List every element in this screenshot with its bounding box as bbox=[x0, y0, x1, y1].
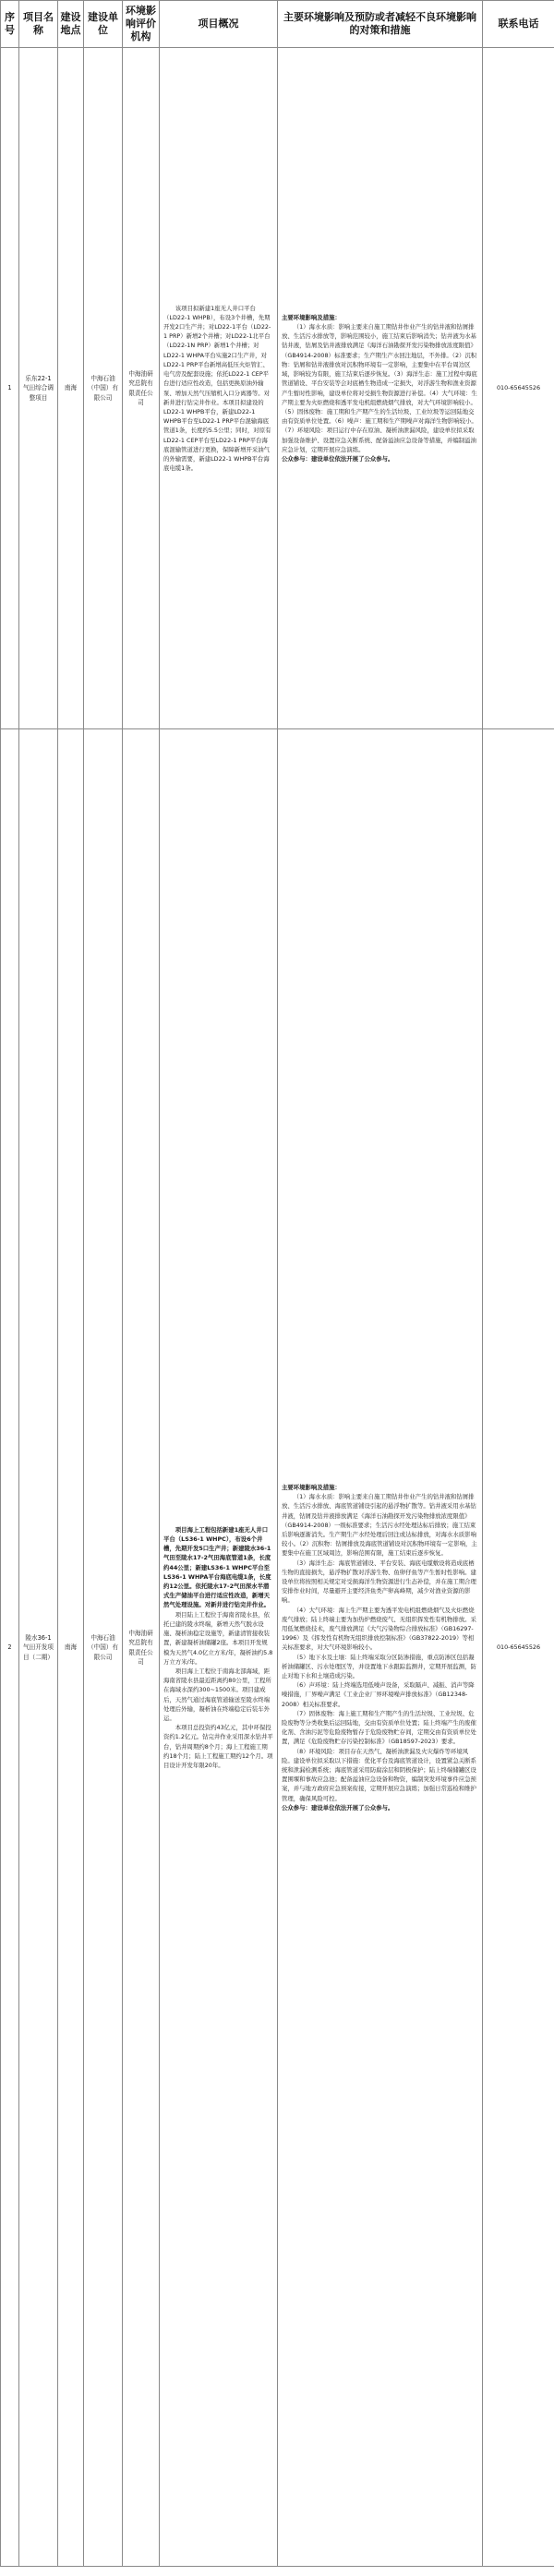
header-site: 建设地点 bbox=[58, 1, 84, 48]
header-unit: 建设单位 bbox=[84, 1, 123, 48]
row-impact bbox=[278, 48, 483, 729]
public-participation: 公众参与：建设单位依法开展了公众参与。 bbox=[282, 1803, 394, 1812]
row-seq: 1 bbox=[1, 48, 19, 729]
public-participation: 公众参与：建设单位依法开展了公众参与。 bbox=[282, 454, 394, 463]
row-impact bbox=[278, 729, 483, 2567]
header-overview: 项目概况 bbox=[160, 1, 278, 48]
impact-paragraph: （6）声环境：陆上终端选用低噪声设备，采取隔声、减振、消声等降噪措施，厂界噪声满足《工业企业厂界环境噪声排放标准》（GB12348-2008）相关标准要求。 bbox=[282, 1681, 475, 1708]
overview-paragraph: 本项目总投资约43亿元，其中环保投资约1.2亿元。钻完井作业采用深水钻井平台，钻井周期约8个月；海上工程施工期约18个月；陆上工程施工期约12个月。项目设计开发年限20年。 bbox=[163, 1724, 273, 1769]
impact-heading: 主要环境影响及措施： bbox=[282, 313, 341, 321]
row-overview bbox=[160, 729, 278, 2567]
row-eia-agency: 中海油研究总院有限责任公司 bbox=[123, 48, 160, 729]
table-row bbox=[1, 48, 554, 729]
header-seq: 序号 bbox=[1, 1, 19, 48]
header-eia-agency: 环境影响评价机构 bbox=[123, 1, 160, 48]
row-phone: 010-65645526 bbox=[483, 48, 554, 729]
header-project-name: 项目名称 bbox=[19, 1, 58, 48]
header-phone: 联系电话 bbox=[483, 1, 554, 48]
impact-paragraph: （4）大气环境：海上生产期主要为透平发电机组燃烧烟气及火炬燃烧废气排放；陆上终端主要为加热炉燃烧废气、无组织挥发性有机物排放。采用低氮燃烧技术，废气排放满足《大气污染物综合排放标准》（GB16297-1996）及《挥发性有机物无组织排放控制标准》（GB37822-2019）等相关标准要求，对大气环境影响较小。 bbox=[282, 1606, 476, 1652]
impact-paragraph: （8）环境风险：项目存在天然气、凝析油泄漏及火灾爆炸等环境风险。建设单位拟采取以下措施：优化平台及海底管道设计，设置紧急关断系统和泄漏检测系统；海底管道采用防腐涂层和阴极保护；陆上终端储罐区设置围堰和事故应急池；配备溢油应急设备和物资，编制突发环境事件应急预案，并与地方政府应急预案衔接，定期开展应急演练；加强日常巡检和维护管理，确保风险可控。 bbox=[282, 1747, 476, 1802]
header-impact: 主要环境影响及预防或者减轻不良环境影响的对策和措施 bbox=[278, 1, 483, 48]
impact-paragraph: （1）海水水质：影响主要来自施工期钻井作业产生的钻井液和钻屑排放、生活污水排放等，影响范围较小，施工结束后影响消失；钻井液为水基钻井液，钻屑及钻井液排放满足《海洋石油勘探开发污染物排放浓度限值》（GB4914-2008）标准要求；生产期生产水回注地层，不外排。（2）沉积物：钻屑和钻井液排放对沉积物环境有一定影响，主要集中在平台周边区域，影响较为有限，施工结束后逐步恢复。（3）海洋生态：施工过程中海底管道铺设、平台安装等会对底栖生物造成一定损失，对浮游生物和渔业资源产生暂时性影响，建设单位将对受损生物资源进行补偿。（4）大气环境：生产期主要为火炬燃烧和透平发电机组燃烧烟气排放，对大气环境影响较小。（5）固体废物：施工期和生产期产生的生活垃圾、工业垃圾等运回陆地交由有资质单位处置。（6）噪声：施工期和生产期噪声对海洋生物影响较小。（7）环境风险：项目运行中存在原油、凝析油泄漏风险，建设单位拟采取加强设备维护、设置应急关断系统、配备溢油应急设备等措施，并编制溢油应急计划，定期开展应急演练。 bbox=[282, 323, 477, 453]
impact-paragraph: （7）固体废物：海上施工期和生产期产生的生活垃圾、工业垃圾、危险废物等分类收集后运回陆地，交由有资质单位处置；陆上终端产生的废催化剂、含油污泥等危险废物暂存于危险废物贮存间，定期交由有资质单位处置，满足《危险废物贮存污染控制标准》（GB18597-2023）要求。 bbox=[282, 1709, 476, 1746]
row-overview bbox=[160, 48, 278, 729]
impact-paragraph: （3）海洋生态：海底管道铺设、平台安装、海底电缆敷设将造成底栖生物的直接损失，悬浮物扩散对浮游生物、鱼卵仔鱼等产生暂时性影响。建设单位将按照相关规定对受损海洋生物资源进行生态补偿，并在施工期合理安排作业时间，尽量避开主要经济鱼类产卵高峰期，减少对渔业资源的影响。 bbox=[282, 1559, 476, 1605]
overview-paragraph: 项目陆上工程位于海南省陵水县，依托已建的陵水终端，新增天然气脱水设施、凝析油稳定设施等，新建清管接收装置，新建凝析油储罐2座。本项目开发规模为天然气4.0亿立方米/年，凝析油约5.8万立方米/年。 bbox=[163, 1610, 273, 1666]
overview-text: 该项目拟新建1座无人井口平台（LD22-1 WHPB），布设3个井槽，先期开发2口生产井；对LD22-1平台（LD22-1 PRP）新增2个井槽；对LD22-1北平台（LD22-1N PRP）新增1个井槽；对LD22-1 WHPA平台实施2口生产井，对LD22-1 PRP平台新增高低压火炬管汇、电气房及配套设施；依托LD22-1 CEP平台进行适应性改造，包括更换原油外输泵、增加天然气压缩机入口分离器等。对新井进行钻完井作业。本项目拟建设的LD22-1 WHPB平台，新建LD22-1 WHPB平台至LD22-1 PRP平台混输海底管道1条，长度约5.5公里；同时，对原有LD22-1 CEP平台至LD22-1 PRP平台海底混输管道进行更换，保障新增开采油气的外输需要，新建LD22-1 WHPB平台海底电缆1条。 bbox=[163, 304, 271, 473]
row-eia-agency: 中海油研究总院有限责任公司 bbox=[123, 729, 160, 2567]
row-site: 南海 bbox=[58, 48, 84, 729]
row-project-name: 乐东22-1气田综合调整项目 bbox=[19, 48, 58, 729]
impact-paragraph: （5）地下水及土壤：陆上终端采取分区防渗措施，重点防渗区包括凝析油储罐区、污水处理区等，并设置地下水跟踪监测井，定期开展监测，防止对地下水和土壤造成污染。 bbox=[282, 1653, 476, 1679]
row-site: 南海 bbox=[58, 729, 84, 2567]
row-phone: 010-65645526 bbox=[483, 729, 554, 2567]
impact-heading: 主要环境影响及措施： bbox=[282, 1483, 341, 1491]
overview-paragraph: 项目海上工程位于南海北部海域，距海南省陵水县最近距离约80公里，工程所在海域水深约300~1500米。项目建成后，天然气通过海底管道输送至陵水终端处理后外输，凝析油在终端稳定后装车外运。 bbox=[163, 1667, 271, 1722]
table-row bbox=[1, 729, 554, 2567]
row-seq: 2 bbox=[1, 729, 19, 2567]
row-unit: 中海石油（中国）有限公司 bbox=[84, 48, 123, 729]
overview-paragraph: 项目海上工程包括新建1座无人井口平台（LS36-1 WHPC），布设6个井槽，先期开发5口生产井；新建陵水36-1气田至陵水17-2气田海底管道1条，长度约44公里；新建LS36-1 WHPC平台至LS36-1 WHPA平台海底电缆1条，长度约12公里。依托陵水17-2气田深水半潜式生产储油平台进行适应性改造，新增天然气处理设施。对新井进行钻完井作业。 bbox=[163, 1525, 271, 1609]
row-unit: 中海石油（中国）有限公司 bbox=[84, 729, 123, 2567]
row-project-name: 陵水36-1气田开发项目（二期） bbox=[19, 729, 58, 2567]
impact-paragraph: （1）海水水质：影响主要来自施工期钻井作业产生的钻井液和钻屑排放、生活污水排放、海底管道铺设引起的悬浮物扩散等。钻井液采用水基钻井液，钻屑及钻井液排放满足《海洋石油勘探开发污染物排放浓度限值》（GB4914-2008）一级标准要求；生活污水经处理达标后排放；施工结束后影响逐渐消失。生产期生产水经处理后回注或达标排放，对海水水质影响较小。（2）沉积物：钻屑排放及海底管道铺设对沉积物环境有一定影响，主要集中在施工区域周边，影响范围有限，施工结束后逐步恢复。 bbox=[282, 1493, 477, 1558]
header-row bbox=[1, 1, 554, 48]
